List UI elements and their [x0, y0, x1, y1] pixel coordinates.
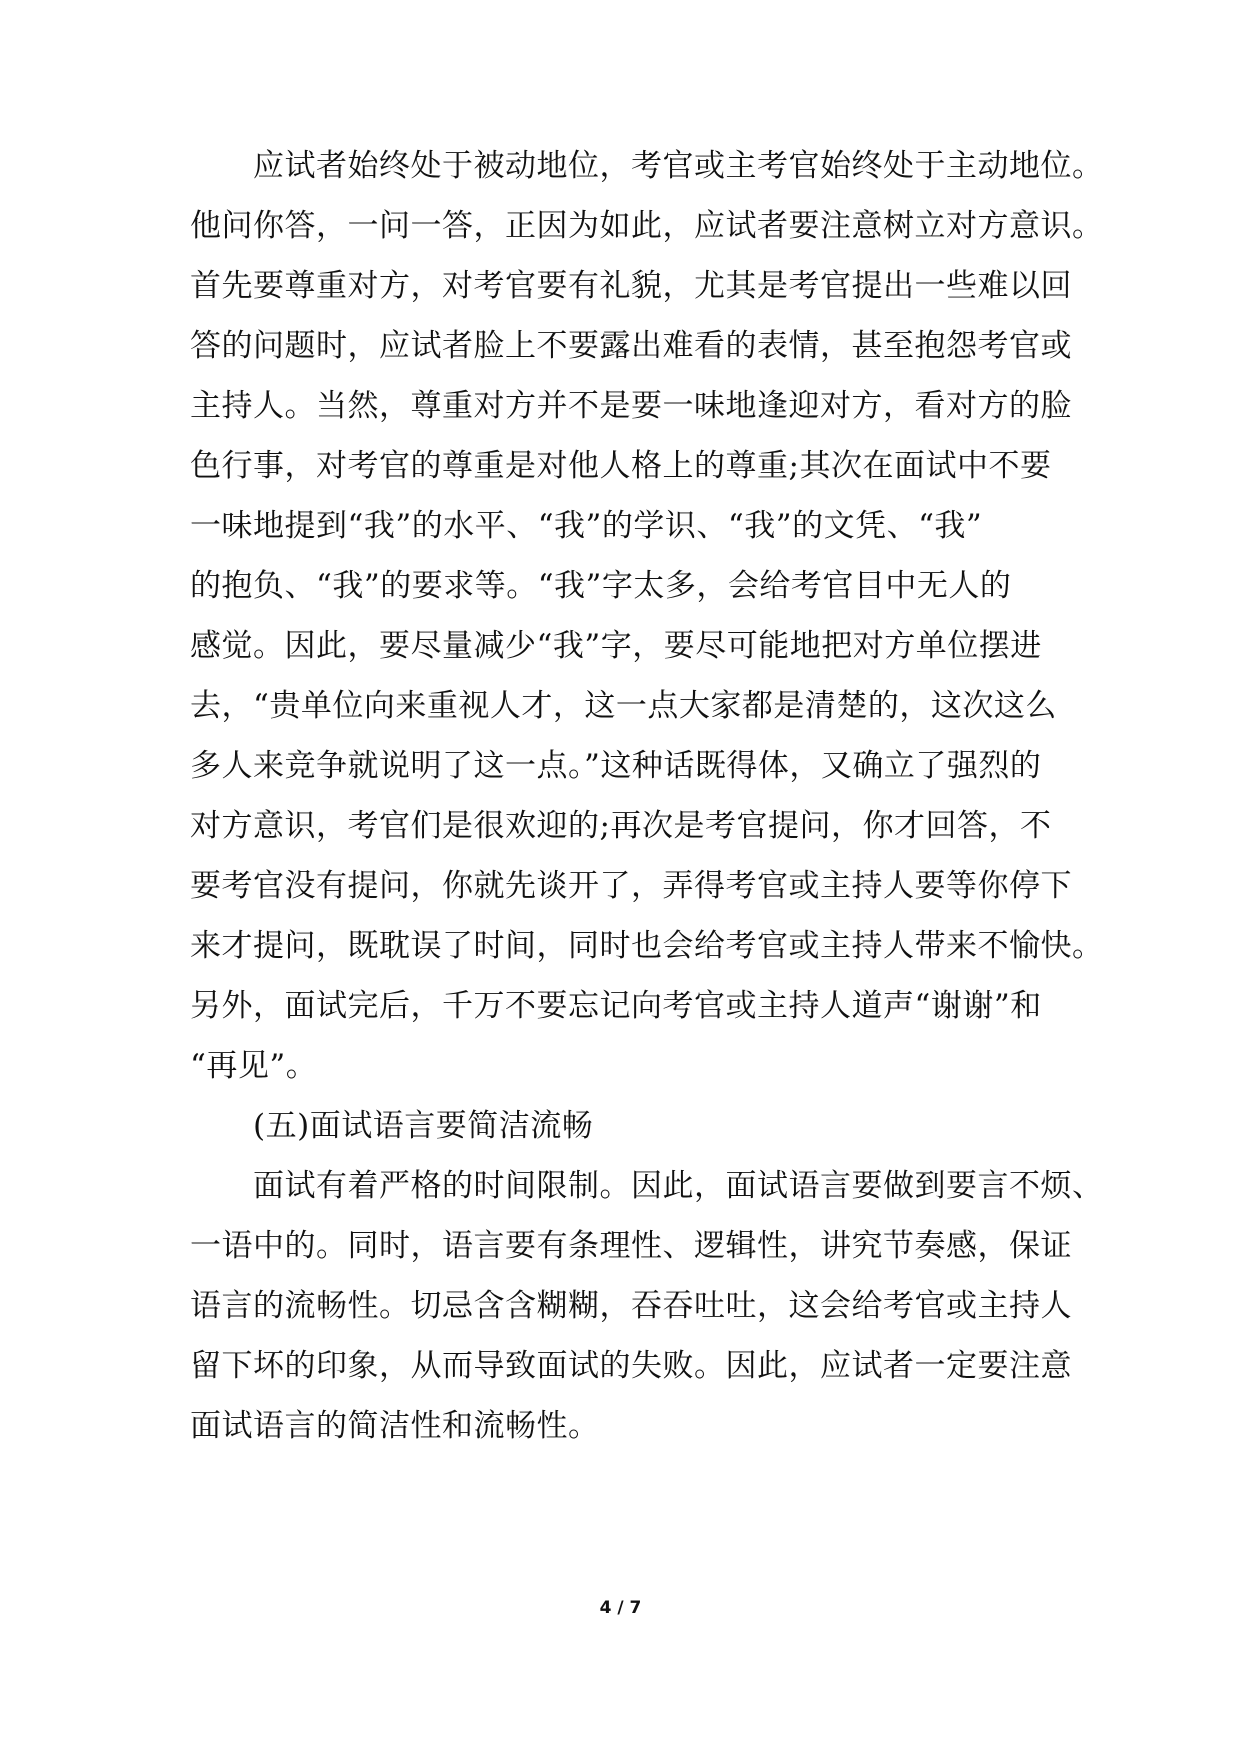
- paragraph-line: 来才提问，既耽误了时间，同时也会给考官或主持人带来不愉快。: [190, 928, 1104, 964]
- paragraph-line: 去，“贵单位向来重视人才，这一点大家都是清楚的，这次这么: [190, 688, 1057, 724]
- paragraph-line: 答的问题时，应试者脸上不要露出难看的表情，甚至抱怨考官或: [190, 328, 1072, 364]
- paragraph-line: 另外，面试完后，千万不要忘记向考官或主持人道声“谢谢”和: [190, 988, 1042, 1024]
- paragraph-line: 面试语言的简洁性和流畅性。: [190, 1408, 600, 1444]
- paragraph-line: 首先要尊重对方，对考官要有礼貌，尤其是考官提出一些难以回: [190, 268, 1072, 304]
- paragraph-line: 留下坏的印象，从而导致面试的失败。因此，应试者一定要注意: [190, 1348, 1072, 1384]
- page-number: 4 / 7: [599, 1598, 642, 1618]
- paragraph-line: 他问你答，一问一答，正因为如此，应试者要注意树立对方意识。: [190, 208, 1104, 244]
- paragraph-line: 应试者始终处于被动地位，考官或主考官始终处于主动地位。: [253, 148, 1104, 184]
- paragraph-line: “再见”。: [190, 1048, 318, 1084]
- section-heading: (五)面试语言要简洁流畅: [253, 1108, 594, 1144]
- paragraph-line: 多人来竞争就说明了这一点。”这种话既得体，又确立了强烈的: [190, 748, 1042, 784]
- paragraph-line: 的抱负、“我”的要求等。“我”字太多，会给考官目中无人的: [190, 568, 1012, 604]
- paragraph-line: 语言的流畅性。切忌含含糊糊，吞吞吐吐，这会给考官或主持人: [190, 1288, 1072, 1324]
- paragraph-line: 面试有着严格的时间限制。因此，面试语言要做到要言不烦、: [253, 1168, 1104, 1204]
- paragraph-line: 要考官没有提问，你就先谈开了，弄得考官或主持人要等你停下: [190, 868, 1072, 904]
- paragraph-line: 一语中的。同时，语言要有条理性、逻辑性，讲究节奏感，保证: [190, 1228, 1072, 1264]
- paragraph-line: 对方意识，考官们是很欢迎的;再次是考官提问，你才回答，不: [190, 808, 1052, 844]
- paragraph-line: 主持人。当然，尊重对方并不是要一味地逢迎对方，看对方的脸: [190, 388, 1072, 424]
- paragraph-line: 一味地提到“我”的水平、“我”的学识、“我”的文凭、“我”: [190, 508, 983, 544]
- paragraph-line: 色行事，对考官的尊重是对他人格上的尊重;其次在面试中不要: [190, 448, 1052, 484]
- paragraph-line: 感觉。因此，要尽量减少“我”字，要尽可能地把对方单位摆进: [190, 628, 1042, 664]
